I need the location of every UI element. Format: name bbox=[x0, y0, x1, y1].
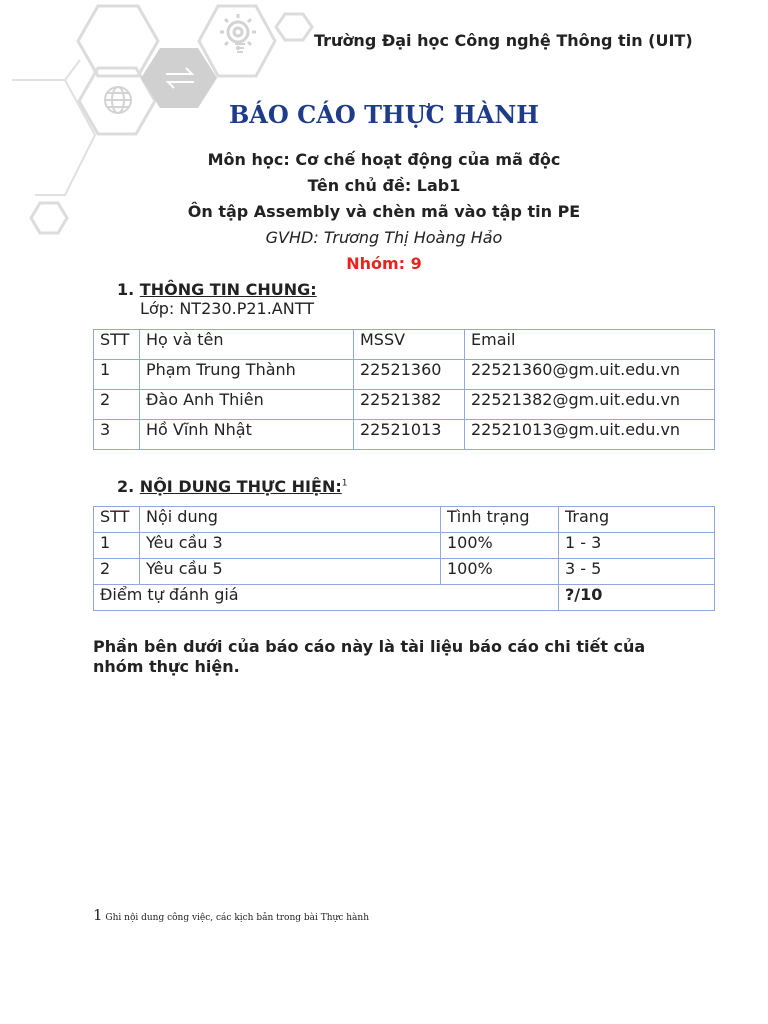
tasks-table bbox=[93, 506, 715, 611]
table-header-cell: STT bbox=[94, 330, 140, 360]
table-cell: Hồ Vĩnh Nhật bbox=[140, 420, 354, 450]
members-table bbox=[93, 329, 715, 450]
table-header-cell: STT bbox=[94, 507, 140, 533]
report-title: BÁO CÁO THỰC HÀNH bbox=[229, 100, 539, 129]
email-cell: 22521013@gm.uit.edu.vn bbox=[465, 420, 715, 450]
closing-statement: Phần bên dưới của báo cáo này là tài liệu báo cáo chi tiết của nhóm thực hiện. bbox=[93, 637, 646, 676]
table-row bbox=[94, 533, 715, 559]
table-cell: Yêu cầu 5 bbox=[140, 559, 441, 585]
subject-line: Môn học: Cơ chế hoạt động của mã độc bbox=[207, 150, 561, 169]
table-header-cell: Tình trạng bbox=[441, 507, 559, 533]
table-row bbox=[94, 559, 715, 585]
section-work-content-heading bbox=[117, 477, 347, 496]
footnote-number: 1 bbox=[93, 906, 103, 924]
table-row bbox=[94, 360, 715, 390]
score-value: ?/10 bbox=[559, 585, 715, 611]
group-line: Nhóm: 9 bbox=[346, 254, 422, 273]
table-cell: 1 bbox=[94, 360, 140, 390]
table-header-cell: MSSV bbox=[354, 330, 465, 360]
score-label: Điểm tự đánh giá bbox=[94, 585, 559, 611]
table-header-cell: Họ và tên bbox=[140, 330, 354, 360]
table-cell: Yêu cầu 3 bbox=[140, 533, 441, 559]
school-name: Trường Đại học Công nghệ Thông tin (UIT) bbox=[314, 31, 693, 50]
swap-arrows-icon bbox=[160, 58, 200, 98]
email-cell: 22521382@gm.uit.edu.vn bbox=[465, 390, 715, 420]
section-number: 2. bbox=[117, 477, 135, 496]
table-row bbox=[94, 390, 715, 420]
section-title: THÔNG TIN CHUNG: bbox=[139, 280, 317, 299]
table-cell: 3 - 5 bbox=[559, 559, 715, 585]
table-header-row bbox=[94, 507, 715, 533]
class-line: Lớp: NT230.P21.ANTT bbox=[140, 299, 314, 318]
subtitle-line: Ôn tập Assembly và chèn mã vào tập tin PE bbox=[187, 202, 581, 221]
table-cell: 1 bbox=[94, 533, 140, 559]
section-number: 1. bbox=[117, 280, 135, 299]
section-general-info-heading bbox=[117, 280, 317, 299]
section-title: NỘI DUNG THỰC HIỆN: bbox=[139, 477, 342, 496]
table-cell: 1 - 3 bbox=[559, 533, 715, 559]
email-cell: 22521360@gm.uit.edu.vn bbox=[465, 360, 715, 390]
table-cell: Phạm Trung Thành bbox=[140, 360, 354, 390]
lightbulb-icon bbox=[225, 30, 255, 58]
table-cell: 22521382 bbox=[354, 390, 465, 420]
table-cell: Đào Anh Thiên bbox=[140, 390, 354, 420]
footnote-text: Ghi nội dung công việc, các kịch bản trong bài Thực hành bbox=[105, 913, 370, 923]
table-cell: 22521013 bbox=[354, 420, 465, 450]
footnote bbox=[93, 906, 369, 924]
score-row bbox=[94, 585, 715, 611]
table-header-cell: Trang bbox=[559, 507, 715, 533]
advisor-line: GVHD: Trương Thị Hoàng Hảo bbox=[265, 228, 503, 247]
footnote-ref: 1 bbox=[341, 478, 348, 489]
table-cell: 2 bbox=[94, 390, 140, 420]
table-row bbox=[94, 420, 715, 450]
table-cell: 100% bbox=[441, 559, 559, 585]
table-cell: 2 bbox=[94, 559, 140, 585]
table-header-row bbox=[94, 330, 715, 360]
topic-line: Tên chủ đề: Lab1 bbox=[307, 176, 461, 195]
table-cell: 22521360 bbox=[354, 360, 465, 390]
table-cell: 3 bbox=[94, 420, 140, 450]
table-cell: 100% bbox=[441, 533, 559, 559]
table-header-cell: Nội dung bbox=[140, 507, 441, 533]
table-header-cell: Email bbox=[465, 330, 715, 360]
